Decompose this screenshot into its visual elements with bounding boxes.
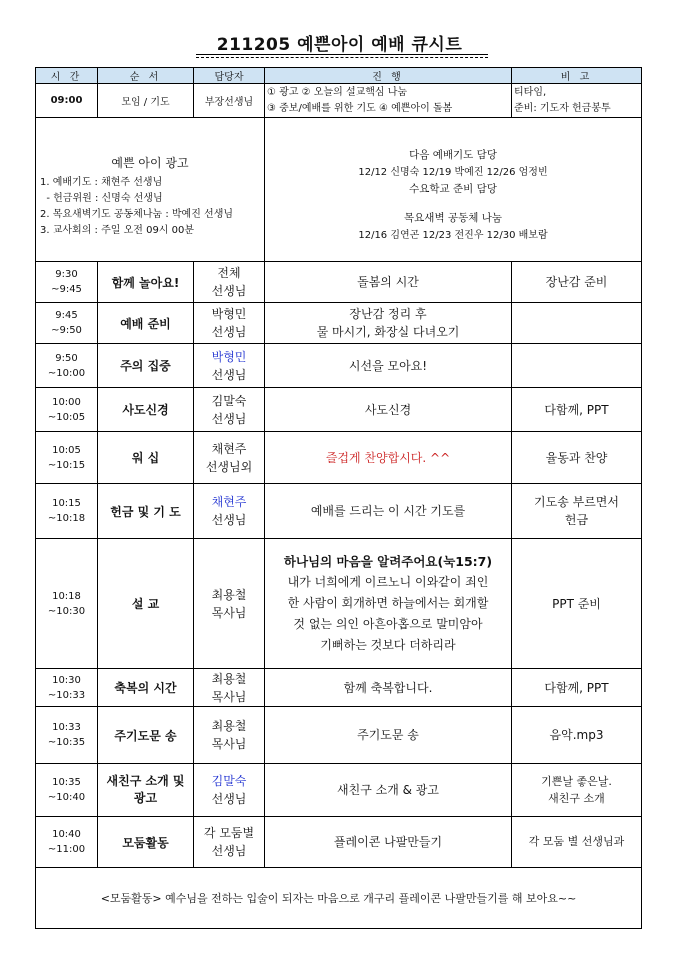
order-cell: 함께 놀아요! xyxy=(98,262,194,303)
order-cell: 사도신경 xyxy=(98,388,194,432)
remarks-cell xyxy=(512,303,642,344)
leader-cell: 김말숙 선생님 xyxy=(194,764,265,817)
order-cell: 새친구 소개 및 광고 xyxy=(98,764,194,817)
time-cell: 10:18 ~10:30 xyxy=(36,539,98,669)
progress-cell: 시선을 모아요! xyxy=(265,344,512,388)
remarks-cell: 다함께, PPT xyxy=(512,388,642,432)
header-time: 시 간 xyxy=(36,68,98,84)
remarks-cell: 다함께, PPT xyxy=(512,669,642,707)
table-row xyxy=(36,262,642,303)
order-cell: 주기도문 송 xyxy=(98,707,194,764)
remarks-cell: PPT 준비 xyxy=(512,539,642,669)
table-row xyxy=(36,764,642,817)
sermon-text-cell: 하나님의 마음을 알려주어요(눅15:7) 내가 너희에게 이르노니 이와같이 죄인 한 사람이 회개하면 하늘에서는 회개할 것 없는 의인 아흔아홉으로 말미암아 기뻐하는 것보다 더하리라 xyxy=(265,539,512,669)
leader-cell: 최용철 목사님 xyxy=(194,539,265,669)
footer-note: <모둠활동> 예수님을 전하는 입술이 되자는 마음으로 개구리 플레이콘 나팔만들기를 해 보아요~~ xyxy=(36,868,642,929)
header-leader: 담당자 xyxy=(194,68,265,84)
order-cell: 모둠활동 xyxy=(98,817,194,868)
remarks-cell: 티타임, 준비: 기도자 헌금봉투 xyxy=(512,84,642,118)
remarks-cell: 기쁜날 좋은날. 새친구 소개 xyxy=(512,764,642,817)
progress-cell: 주기도문 송 xyxy=(265,707,512,764)
leader-cell: 부장선생님 xyxy=(194,84,265,118)
info-row xyxy=(36,118,642,262)
table-row xyxy=(36,484,642,539)
order-cell: 헌금 및 기 도 xyxy=(98,484,194,539)
announcements-heading: 예쁜 아이 광고 xyxy=(111,155,189,170)
time-cell: 10:00 ~10:05 xyxy=(36,388,98,432)
leader-cell: 김말숙 선생님 xyxy=(194,388,265,432)
header-progress: 진 행 xyxy=(265,68,512,84)
progress-cell: 돌봄의 시간 xyxy=(265,262,512,303)
table-row xyxy=(36,707,642,764)
leader-cell: 채현주 선생님 xyxy=(194,484,265,539)
remarks-cell: 각 모둠 별 선생님과 xyxy=(512,817,642,868)
table-row xyxy=(36,303,642,344)
title-dashed-underline xyxy=(196,57,488,58)
table-row xyxy=(36,388,642,432)
header-row xyxy=(36,68,642,84)
table-row xyxy=(36,344,642,388)
remarks-cell: 기도송 부르면서 헌금 xyxy=(512,484,642,539)
time-cell: 10:33 ~10:35 xyxy=(36,707,98,764)
time-cell: 10:30 ~10:33 xyxy=(36,669,98,707)
remarks-cell: 음악.mp3 xyxy=(512,707,642,764)
order-cell: 축복의 시간 xyxy=(98,669,194,707)
order-cell: 주의 집중 xyxy=(98,344,194,388)
time-cell: 10:35 ~10:40 xyxy=(36,764,98,817)
leader-cell: 전체 선생님 xyxy=(194,262,265,303)
cue-sheet-table xyxy=(35,67,642,929)
time-cell: 10:15 ~10:18 xyxy=(36,484,98,539)
progress-cell: 즐겁게 찬양합시다. ^^ xyxy=(265,432,512,484)
time-cell: 10:05 ~10:15 xyxy=(36,432,98,484)
time-cell: 9:30 ~9:45 xyxy=(36,262,98,303)
table-row xyxy=(36,84,642,118)
header-remarks: 비 고 xyxy=(512,68,642,84)
leader-cell: 최용철 목사님 xyxy=(194,669,265,707)
header-order: 순 서 xyxy=(98,68,194,84)
time-cell: 9:50 ~10:00 xyxy=(36,344,98,388)
sermon-heading: 하나님의 마음을 알려주어요(눅15:7) xyxy=(283,554,493,569)
page-title: 211205 예쁜아이 예배 큐시트 xyxy=(216,35,463,55)
time-cell: 10:40 ~11:00 xyxy=(36,817,98,868)
remarks-cell: 장난감 준비 xyxy=(512,262,642,303)
footer-row xyxy=(36,868,642,929)
progress-cell: 새친구 소개 & 광고 xyxy=(265,764,512,817)
order-cell: 설 교 xyxy=(98,539,194,669)
table-row xyxy=(36,669,642,707)
table-row xyxy=(36,817,642,868)
remarks-cell xyxy=(512,344,642,388)
leader-cell: 각 모둠별 선생님 xyxy=(194,817,265,868)
leader-cell: 박형민 선생님 xyxy=(194,344,265,388)
next-week-box: 다음 예배기도 담당 12/12 신명숙 12/19 박예진 12/26 엄정빈 수요학교 준비 담당 목요새벽 공동체 나눔 12/16 김연곤 12/23 전진우 12/30 배보람 xyxy=(265,118,642,262)
title-underline xyxy=(196,54,488,55)
progress-cell: 장난감 정리 후 물 마시기, 화장실 다녀오기 xyxy=(265,303,512,344)
time-cell: 09:00 xyxy=(36,84,98,118)
progress-cell: 예배를 드리는 이 시간 기도를 xyxy=(265,484,512,539)
order-cell: 워 십 xyxy=(98,432,194,484)
announcements-box: 예쁜 아이 광고 1. 예배기도 : 채현주 선생님 - 헌금위원 : 신명숙 선생님 2. 목요새벽기도 공동체나눔 : 박예진 선생님 3. 교사회의 : 주일 오전 09시 00분 xyxy=(36,118,265,262)
time-cell: 9:45 ~9:50 xyxy=(36,303,98,344)
remarks-cell: 율동과 찬양 xyxy=(512,432,642,484)
leader-cell: 최용철 목사님 xyxy=(194,707,265,764)
leader-cell: 채현주 선생님외 xyxy=(194,432,265,484)
table-row xyxy=(36,539,642,669)
progress-cell: 플레이콘 나팔만들기 xyxy=(265,817,512,868)
progress-cell: 사도신경 xyxy=(265,388,512,432)
progress-cell: 함께 축복합니다. xyxy=(265,669,512,707)
table-row xyxy=(36,432,642,484)
order-cell: 예배 준비 xyxy=(98,303,194,344)
order-cell: 모임 / 기도 xyxy=(98,84,194,118)
progress-cell: ① 광고 ② 오늘의 설교핵심 나눔 ③ 중보/예배를 위한 기도 ④ 예쁜아이 돌봄 xyxy=(265,84,512,118)
leader-cell: 박형민 선생님 xyxy=(194,303,265,344)
